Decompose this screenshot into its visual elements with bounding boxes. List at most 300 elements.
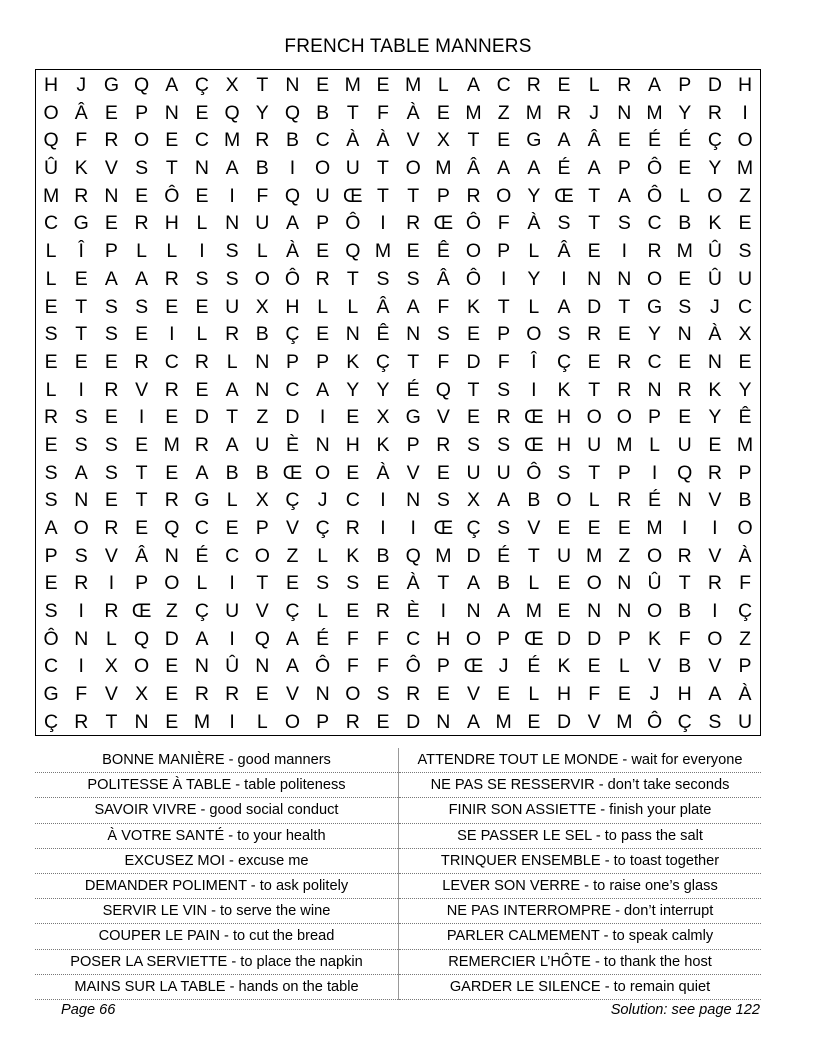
grid-letter: L [528,240,540,263]
grid-letter: G [526,129,542,152]
grid-letter: T [135,489,148,512]
vocab-entry-right: SE PASSER LE SEL - to pass the salt [399,824,761,849]
grid-letter: D [285,406,300,429]
grid-letter: L [528,683,540,706]
grid-letter: F [588,683,601,706]
grid-letter: U [737,710,753,733]
grid-letter: L [679,184,691,207]
grid-row [36,709,760,737]
grid-letter: S [738,240,752,263]
grid-letter: O [134,129,150,152]
grid-letter: Ç [285,323,300,346]
grid-letter: M [586,544,603,567]
grid-letter: M [525,101,542,124]
vocab-entry-right: LEVER SON VERRE - to raise one’s glass [399,874,761,899]
grid-letter: P [617,461,631,484]
grid-letter: E [406,240,420,263]
grid-letter: U [556,544,572,567]
grid-letter: O [43,101,59,124]
grid-letter: A [497,489,511,512]
grid-letter: A [648,74,662,96]
vocab-entry-right: PARLER CALMEMENT - to speak calmly [399,924,761,949]
grid-letter: O [345,683,361,706]
grid-letter: E [104,350,118,373]
grid-letter: Q [254,627,270,650]
grid-letter: R [194,433,209,456]
grid-letter: T [407,350,420,373]
grid-letter: Z [618,544,631,567]
grid-letter: E [708,433,722,456]
grid-letter: O [315,461,331,484]
grid-letter: U [345,157,360,180]
grid-letter: R [255,129,270,152]
grid-letter: R [406,212,421,235]
grid-letter: A [316,378,330,401]
grid-letter: V [104,683,118,706]
grid-letter: N [74,489,89,512]
grid-letter: C [194,517,209,539]
grid-row [36,210,760,238]
grid-letter: A [285,655,299,678]
grid-letter: V [255,600,269,623]
grid-letter: K [346,350,360,373]
grid-letter: T [105,710,118,733]
grid-letter: A [466,74,480,96]
grid-letter: L [528,572,540,595]
grid-letter: Q [345,240,361,263]
grid-letter: O [405,157,421,180]
grid-letter: A [466,572,480,595]
grid-letter: P [497,627,511,650]
grid-letter: L [317,600,329,623]
grid-letter: E [436,101,450,124]
grid-letter: Î [78,240,84,263]
grid-letter: L [196,212,208,235]
grid-letter: A [225,157,239,180]
grid-letter: U [496,461,511,484]
grid-letter: E [346,600,360,623]
grid-letter: N [617,600,632,623]
grid-letter: E [617,323,631,346]
vocab-entry-left: POLITESSE À TABLE - table politeness [35,773,398,798]
grid-letter: E [195,378,209,401]
grid-letter: Ô [646,157,663,180]
vocab-entry-left: SERVIR LE VIN - to serve the wine [35,899,398,924]
grid-letter: S [376,683,390,706]
grid-letter: R [707,461,722,484]
grid-letter: N [104,184,119,207]
grid-letter: E [74,267,88,290]
grid-letter: R [225,323,240,346]
grid-letter: R [74,572,89,595]
grid-letter: L [317,295,329,318]
grid-letter: Q [43,129,59,152]
grid-letter: E [165,295,179,318]
grid-letter: S [44,600,58,623]
grid-letter: S [44,323,58,346]
grid-letter: E [195,295,209,318]
grid-letter: Ç [44,710,59,733]
grid-row [36,460,760,488]
grid-letter: Ô [315,655,331,678]
grid-row [36,238,760,266]
grid-letter: C [406,627,421,650]
grid-letter: H [285,295,300,318]
grid-letter: C [345,489,360,512]
grid-letter: M [405,74,422,96]
grid-letter: P [255,517,269,539]
grid-letter: B [527,489,541,512]
grid-row [36,626,760,654]
grid-letter: N [194,157,209,180]
grid-letter: J [317,489,328,512]
grid-letter: A [44,517,58,539]
grid-letter: F [256,184,269,207]
grid-letter: E [195,184,209,207]
grid-letter: È [406,600,420,623]
grid-letter: Œ [343,184,363,207]
grid-row [36,155,760,183]
grid-letter: À [527,212,541,235]
grid-letter: R [556,101,572,124]
grid-letter: I [319,406,326,429]
grid-letter: I [410,517,416,539]
grid-letter: B [738,489,752,512]
grid-letter: R [194,683,209,706]
grid-letter: Y [678,101,692,124]
grid-letter: M [344,74,361,96]
grid-letter: Œ [433,212,454,235]
grid-letter: O [164,572,180,595]
grid-letter: H [44,74,59,96]
grid-letter: O [254,544,270,567]
grid-letter: T [135,461,148,484]
vocab-entry-right: FINIR SON ASSIETTE - finish your plate [399,798,761,823]
grid-letter: Û [707,240,722,263]
grid-letter: Y [255,101,269,124]
grid-letter: É [497,544,511,567]
grid-letter: E [135,184,149,207]
grid-letter: O [254,267,270,290]
grid-letter: R [647,240,662,263]
grid-letter: M [646,517,663,539]
grid-letter: F [75,129,88,152]
grid-letter: R [707,572,722,595]
grid-letter: R [617,350,632,373]
grid-letter: I [78,655,84,678]
grid-letter: U [255,433,270,456]
grid-letter: S [135,157,149,180]
grid-letter: R [74,710,89,733]
grid-letter: E [557,517,571,539]
grid-letter: E [557,600,571,623]
grid-letter: B [678,212,692,235]
grid-letter: É [527,655,541,678]
grid-letter: M [646,101,663,124]
grid-letter: R [164,378,179,401]
grid-letter: Q [284,101,301,124]
grid-letter: S [316,572,330,595]
grid-letter: O [737,129,753,152]
grid-letter: À [346,129,360,152]
grid-letter: E [678,350,692,373]
grid-letter: E [466,406,480,429]
grid-letter: G [646,295,663,318]
grid-letter: O [707,184,723,207]
grid-letter: N [164,101,179,124]
grid-letter: B [255,157,269,180]
grid-letter: Œ [524,627,544,650]
grid-letter: Œ [433,517,454,539]
grid-letter: S [74,406,88,429]
grid-letter: C [194,129,209,152]
grid-letter: É [648,489,662,512]
grid-letter: R [345,517,360,539]
grid-letter: D [466,350,481,373]
grid-letter: Ç [737,600,753,623]
grid-letter: Œ [463,655,484,678]
grid-letter: À [376,129,390,152]
grid-letter: S [436,323,450,346]
grid-letter: Y [527,184,541,207]
grid-letter: P [648,406,662,429]
grid-letter: E [104,101,118,124]
grid-letter: A [466,710,480,733]
grid-letter: S [436,489,450,512]
grid-letter: S [557,323,571,346]
grid-letter: L [166,240,178,263]
grid-letter: V [648,655,662,678]
grid-letter: F [377,655,389,678]
grid-letter: T [467,129,480,152]
grid-letter: V [104,157,118,180]
grid-letter: C [164,350,179,373]
grid-letter: E [135,433,149,456]
grid-letter: É [648,129,662,152]
grid-letter: I [712,517,718,539]
grid-letter: P [316,350,330,373]
grid-letter: S [44,489,58,512]
grid-letter: E [44,572,58,595]
grid-letter: A [165,74,179,96]
grid-letter: A [225,433,239,456]
grid-letter: P [316,710,330,733]
grid-letter: O [646,600,663,623]
grid-letter: E [316,240,330,263]
grid-letter: F [497,212,510,235]
grid-letter: E [497,683,511,706]
grid-letter: V [135,378,149,401]
vocab-entry-right: NE PAS SE RESSERVIR - don’t take seconds [399,773,761,798]
grid-letter: Ç [285,489,300,512]
grid-letter: N [707,350,722,373]
grid-letter: I [199,240,205,263]
grid-letter: I [380,489,386,512]
grid-letter: P [678,74,692,96]
grid-letter: Ô [345,212,361,235]
grid-letter: X [738,323,752,346]
vocab-entry-right: REMERCIER L’HÔTE - to thank the host [399,950,761,975]
grid-letter: Ô [465,267,482,290]
grid-letter: F [437,295,450,318]
grid-letter: F [377,627,389,650]
grid-letter: S [104,295,118,318]
grid-letter: I [712,600,718,623]
grid-letter: N [164,544,179,567]
grid-row [36,72,760,100]
grid-row [36,294,760,322]
grid-letter: U [315,184,330,207]
grid-letter: R [707,101,722,124]
grid-letter: F [497,350,510,373]
grid-row [36,321,760,349]
grid-letter: N [315,683,330,706]
grid-letter: B [255,323,269,346]
grid-letter: Œ [554,184,574,207]
grid-letter: L [196,572,208,595]
grid-letter: R [225,683,240,706]
grid-letter: L [588,489,600,512]
grid-letter: R [677,378,692,401]
grid-letter: E [678,157,692,180]
vocab-entry-right: GARDER LE SILENCE - to remain quiet [399,975,761,1000]
grid-letter: N [345,323,360,346]
grid-letter: R [677,544,692,567]
grid-letter: X [104,655,118,678]
grid-letter: J [649,683,660,706]
grid-letter: X [255,489,269,512]
grid-letter: L [226,489,238,512]
grid-letter: D [587,627,602,650]
grid-letter: R [74,184,89,207]
grid-letter: B [225,461,239,484]
grid-letter: V [708,655,722,678]
grid-letter: I [500,267,507,290]
grid-letter: Q [134,627,150,650]
grid-letter: Q [134,74,150,96]
grid-letter: S [225,240,239,263]
grid-letter: N [647,378,662,401]
grid-letter: Y [708,406,722,429]
grid-letter: A [104,267,118,290]
grid-letter: O [646,544,663,567]
grid-letter: R [587,323,602,346]
grid-letter: Â [376,295,390,318]
grid-letter: X [255,295,269,318]
grid-letter: S [104,461,118,484]
grid-letter: E [617,517,631,539]
grid-letter: J [498,655,509,678]
grid-letter: R [496,406,511,429]
grid-letter: Ê [376,323,390,346]
grid-letter: O [73,517,89,539]
grid-letter: P [285,350,299,373]
grid-letter: N [225,212,240,235]
grid-letter: M [193,710,211,733]
grid-letter: E [527,710,541,733]
grid-letter: A [195,627,209,650]
grid-letter: T [497,295,510,318]
grid-letter: R [104,378,119,401]
grid-letter: T [588,378,601,401]
grid-letter: M [435,544,452,567]
grid-letter: R [104,600,119,623]
vocab-entry-left: MAINS SUR LA TABLE - hands on the table [35,975,398,1000]
vocab-entry-left: BONNE MANIÈRE - good manners [35,748,398,773]
grid-letter: H [164,212,179,235]
grid-letter: Y [708,157,722,180]
grid-letter: S [104,433,118,456]
grid-letter: C [496,74,511,96]
grid-letter: O [616,406,632,429]
grid-letter: I [78,378,84,401]
grid-row [36,570,760,598]
grid-letter: A [285,212,299,235]
solution-note: Solution: see page 122 [610,1002,760,1018]
grid-letter: H [436,627,451,650]
grid-letter: Ô [526,461,542,484]
grid-letter: I [78,600,84,623]
grid-letter: A [497,157,511,180]
grid-letter: J [589,101,600,124]
grid-letter: P [135,572,149,595]
grid-letter: R [375,600,391,623]
grid-letter: R [406,683,421,706]
grid-letter: N [134,710,149,733]
grid-letter: Œ [131,600,152,623]
word-search-grid [35,69,761,736]
grid-letter: À [285,240,299,263]
grid-letter: Ç [556,350,572,373]
grid-letter: O [526,323,542,346]
grid-letter: H [556,406,572,429]
grid-letter: N [587,267,602,290]
grid-letter: I [380,212,386,235]
grid-letter: E [346,461,360,484]
grid-row [36,404,760,432]
grid-letter: A [557,129,571,152]
grid-letter: Y [346,378,360,401]
grid-letter: Q [677,461,693,484]
grid-letter: K [346,544,360,567]
grid-letter: M [163,433,180,456]
grid-letter: R [617,74,632,96]
grid-letter: E [557,572,571,595]
grid-letter: V [527,517,541,539]
grid-letter: E [376,74,390,96]
grid-letter: A [225,378,239,401]
grid-letter: Z [739,184,751,207]
grid-letter: E [617,129,631,152]
grid-letter: À [738,544,752,567]
grid-letter: K [708,212,722,235]
grid-letter: M [465,101,482,124]
grid-letter: L [136,240,148,263]
grid-letter: S [346,572,360,595]
grid-letter: K [648,627,662,650]
grid-letter: F [739,572,751,595]
grid-letter: S [104,323,118,346]
grid-letter: F [346,627,359,650]
vocab-entry-left: À VOTRE SANTÉ - to your health [35,824,398,849]
grid-letter: L [196,323,208,346]
grid-letter: K [466,295,480,318]
grid-letter: B [376,544,390,567]
grid-letter: T [407,184,420,207]
grid-letter: A [406,295,420,318]
grid-letter: O [646,267,663,290]
grid-letter: S [195,267,209,290]
